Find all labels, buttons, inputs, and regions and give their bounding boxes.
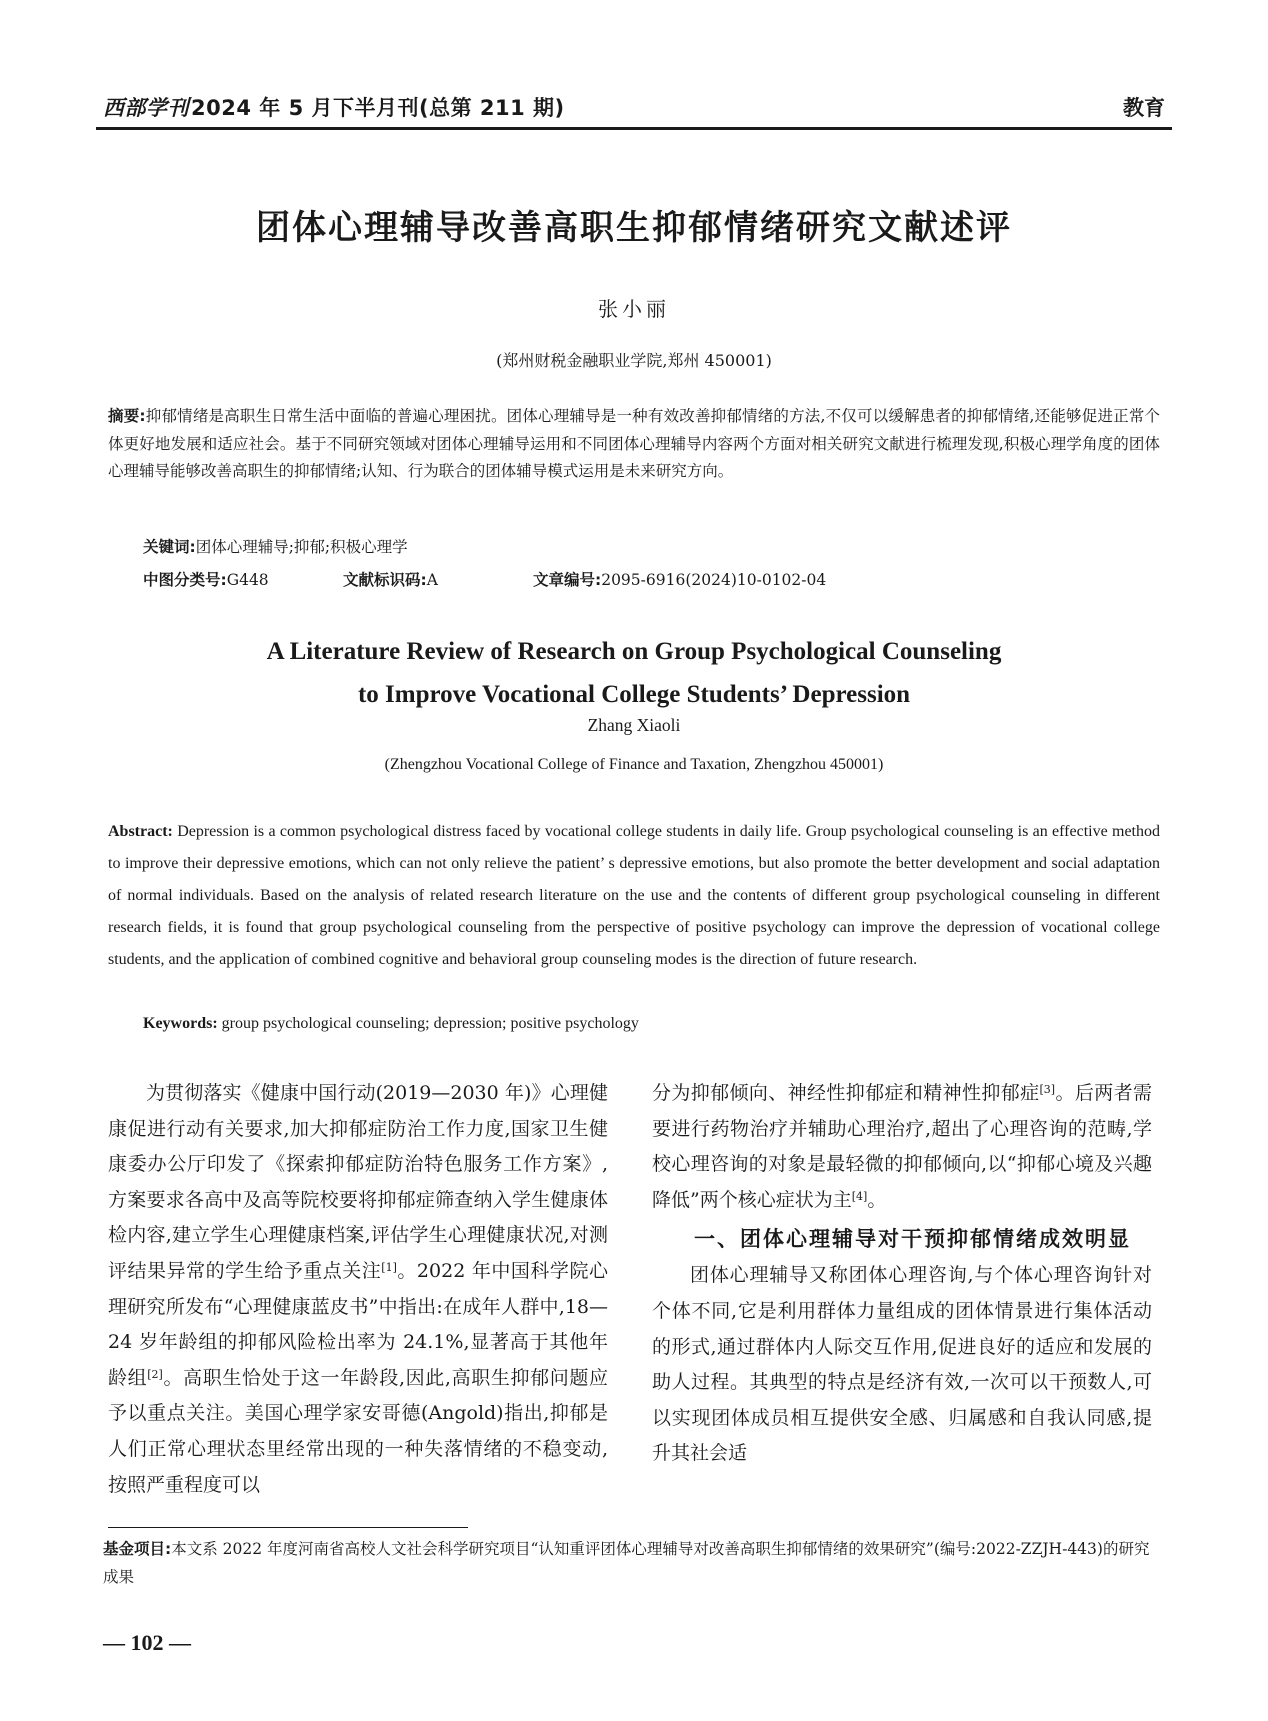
title-cn: 团体心理辅导改善高职生抑郁情绪研究文献述评 xyxy=(256,208,1012,248)
body-text: 。 xyxy=(867,1188,887,1211)
classification-row xyxy=(143,568,826,590)
funding-label: 基金项目: xyxy=(103,1540,172,1558)
citation-ref[interactable]: [2] xyxy=(147,1367,163,1381)
section-label: 教育 xyxy=(1123,96,1165,120)
clc-label: 中图分类号: xyxy=(143,571,227,589)
footnote-rule xyxy=(108,1527,468,1528)
body-paragraph xyxy=(652,1076,1152,1218)
title-en-line1: A Literature Review of Research on Group Psychological Counseling xyxy=(266,638,1002,665)
affiliation-en: (Zhengzhou Vocational College of Finance and Taxation, Zhengzhou 450001) xyxy=(384,756,884,773)
doc-code-value: A xyxy=(426,571,438,589)
abstract-cn xyxy=(108,403,1160,486)
keywords-en xyxy=(143,1015,639,1033)
issue-info: 2024 年 5 月下半月刊(总第 211 期) xyxy=(191,96,565,120)
title-en-line2: to Improve Vocational College Students’ Depression xyxy=(357,681,911,708)
body-left-column xyxy=(108,1076,608,1503)
article-no-value: 2095-6916(2024)10-0102-04 xyxy=(601,571,827,589)
abstract-en xyxy=(108,816,1160,976)
section-heading: 一、团体心理辅导对干预抑郁情绪成效明显 xyxy=(694,1227,1131,1252)
abstract-cn-text: 抑郁情绪是高职生日常生活中面临的普遍心理困扰。团体心理辅导是一种有效改善抑郁情绪的方法,不仅可以缓解患者的抑郁情绪,还能够促进正常个体更好地发展和适应社会。基于不同研究领域对团体心理辅导运用和不同团体心理辅导内容两个方面对相关研究文献进行梳理发现,积极心理学角度的团体心理辅导能够改善高职生的抑郁情绪;认知、行为联合的团体辅导模式运用是未来研究方向。 xyxy=(108,407,1161,480)
page-number: — 102 — xyxy=(103,1630,191,1655)
title-en xyxy=(0,630,1268,716)
clc-value: G448 xyxy=(226,571,269,589)
doc-code-label: 文献标识码: xyxy=(343,571,427,589)
journal-logo: 西部学刊 xyxy=(103,95,189,120)
article-no-label: 文章编号: xyxy=(533,571,602,589)
body-text: 分为抑郁倾向、神经性抑郁症和精神性抑郁症 xyxy=(652,1082,1040,1104)
body-paragraph xyxy=(108,1076,608,1503)
author-en: Zhang Xiaoli xyxy=(587,715,681,735)
citation-ref[interactable]: [4] xyxy=(851,1189,868,1203)
author-cn: 张小丽 xyxy=(598,297,670,321)
keywords-cn xyxy=(143,535,408,557)
body-text: 为贯彻落实《健康中国行动(2019—2030 年)》心理健康促进行动有关要求,加大抑郁症防治工作力度,国家卫生健康委办公厅印发了《探索抑郁症防治特色服务工作方案》,方案要求各高中及高等院校要将抑郁症筛查纳入学生健康体检内容,建立学生心理健康档案,评估学生心理健康状况,对测评结果异常的学生给予重点关注 xyxy=(108,1082,608,1282)
citation-ref[interactable]: [3] xyxy=(1039,1083,1056,1096)
abstract-en-text: Depression is a common psychological distress faced by vocational college students in daily life. Group psychological counseling is an effective method to improve their depressive emotions, which can not only relieve the patient’ s depressive emotions, but also promote the better development and social adaptation of normal individuals. Based on the analysis of related research literature on the use and the contents of different group psychological counseling in different research fields, it is found that group psychological counseling from the perspective of positive psychology can improve the depression of vocational college students, and the application of combined cognitive and behavioral group counseling modes is the direction of future research. xyxy=(108,823,1161,968)
keywords-en-label: Keywords: xyxy=(143,1015,218,1032)
header-rule xyxy=(96,127,1172,130)
funding-text: 本文系 2022 年度河南省高校人文社会科学研究项目“认知重评团体心理辅导对改善高职生抑郁情绪的效果研究”(编号:2022-ZZJH-443)的研究成果 xyxy=(103,1540,1150,1586)
body-right-column xyxy=(652,1076,1152,1472)
funding-footnote xyxy=(103,1535,1163,1591)
keywords-cn-label: 关键词: xyxy=(143,538,196,556)
citation-ref[interactable]: [1] xyxy=(381,1260,397,1274)
abstract-cn-label: 摘要: xyxy=(108,407,146,425)
body-text: 。后两者需要进行药物治疗并辅助心理治疗,超出了心理咨询的范畴,学校心理咨询的对象是最轻微的抑郁倾向,以“抑郁心境及兴趣降低”两个核心症状为主 xyxy=(652,1082,1152,1211)
body-paragraph: 团体心理辅导又称团体心理咨询,与个体心理咨询针对个体不同,它是利用群体力量组成的团体情景进行集体活动的形式,通过群体内人际交互作用,促进良好的适应和发展的助人过程。其典型的特点是经济有效,一次可以干预数人,可以实现团体成员相互提供安全感、归属感和自我认同感,提升其社会适 xyxy=(652,1264,1152,1465)
keywords-en-text: group psychological counseling; depression; positive psychology xyxy=(221,1015,639,1032)
abstract-en-label: Abstract: xyxy=(108,823,173,840)
journal-header xyxy=(103,92,565,122)
body-text: 。2022 年中国科学院心理研究所发布“心理健康蓝皮书”中指出:在成年人群中,18—24 岁年龄组的抑郁风险检出率为 24.1%,显著高于其他年龄组 xyxy=(108,1259,608,1389)
keywords-cn-text: 团体心理辅导;抑郁;积极心理学 xyxy=(195,538,408,556)
affiliation-cn: (郑州财税金融职业学院,郑州 450001) xyxy=(496,351,772,370)
body-text: 。高职生恰处于这一年龄段,因此,高职生抑郁问题应予以重点关注。美国心理学家安哥德(Angold)指出,抑郁是人们正常心理状态里经常出现的一种失落情绪的不稳变动,按照严重程度可以 xyxy=(108,1366,608,1496)
